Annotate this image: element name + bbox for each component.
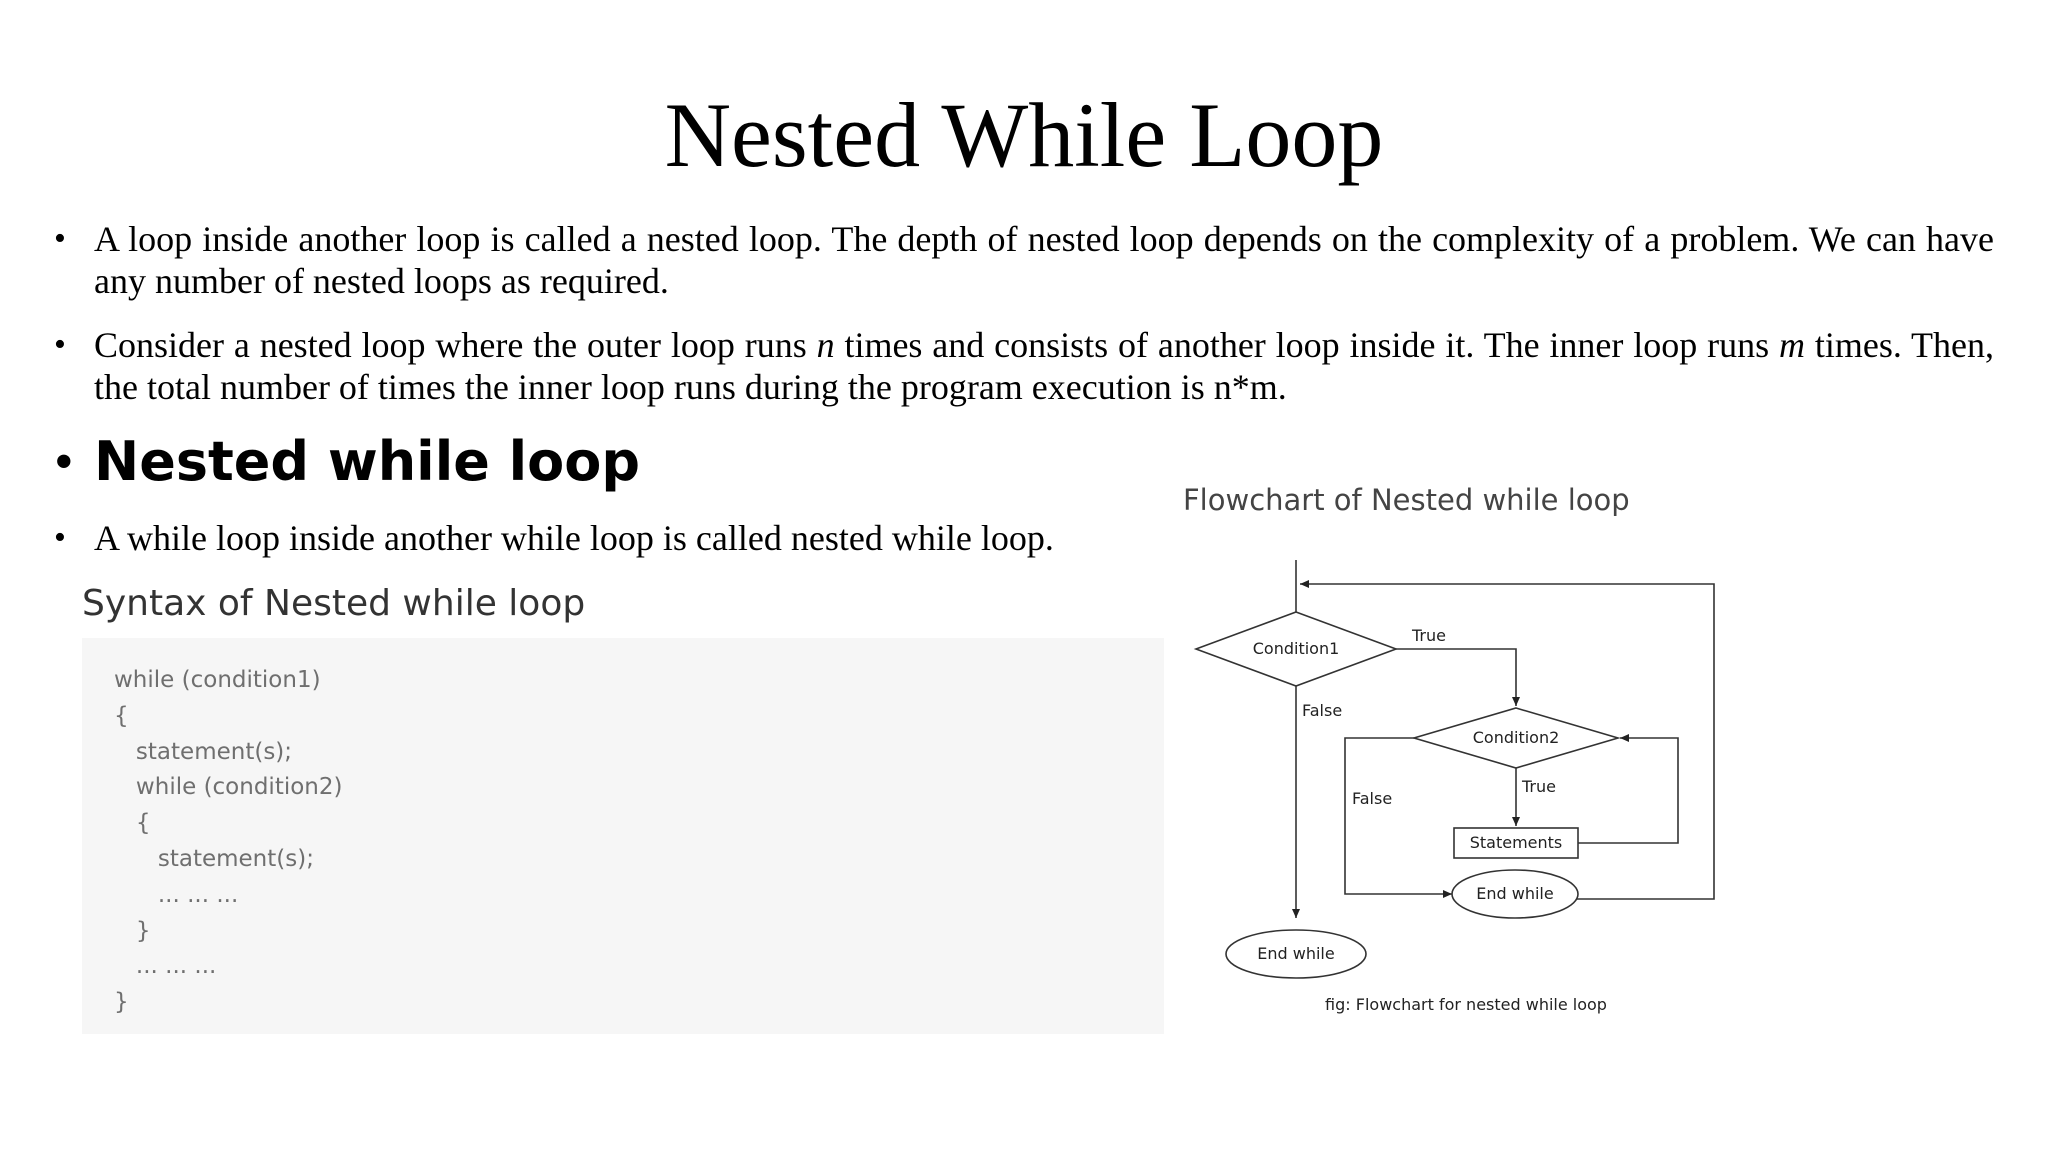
bullet-nested-while-definition: [54, 517, 1174, 559]
true-label-2: True: [1522, 777, 1556, 796]
bullet-dot: •: [54, 220, 66, 257]
code-line: {: [114, 810, 151, 836]
end-while-inner-label: End while: [1476, 884, 1554, 903]
bullet-dot: •: [54, 519, 66, 556]
bullet-nested-loop-definition: [54, 218, 1994, 302]
bullet-section-heading: [54, 430, 1994, 494]
bullet-text: A while loop inside another while loop is called nested while loop.: [94, 518, 1054, 558]
statements-label: Statements: [1469, 833, 1563, 852]
end-while-outer-label: End while: [1257, 944, 1335, 963]
text-segment: times and consists of another loop inside it. The inner loop runs: [834, 325, 1779, 365]
code-line: ... ... ...: [114, 882, 239, 908]
bullet-nested-loop-count: [54, 324, 1994, 408]
code-block: [82, 638, 1164, 1034]
syntax-heading: Syntax of Nested while loop: [82, 583, 586, 624]
condition1-label: Condition1: [1252, 639, 1340, 658]
code-line: statement(s);: [114, 846, 314, 872]
text-segment: times. Then, the total number of times the inner loop runs during the program execution is n*m.: [94, 325, 1994, 407]
bullet-dot: •: [54, 431, 74, 493]
bullet-dot: •: [54, 326, 66, 363]
false-arrow-2: [1345, 738, 1452, 894]
flowchart-caption: fig: Flowchart for nested while loop: [1325, 995, 1607, 1014]
code-line: {: [114, 703, 129, 729]
condition2-label: Condition2: [1472, 728, 1560, 747]
true-label-1: True: [1412, 626, 1446, 645]
section-heading: Nested while loop: [94, 430, 640, 493]
text-segment: Consider a nested loop where the outer loop runs: [94, 325, 817, 365]
flowchart-heading: Flowchart of Nested while loop: [1183, 483, 1630, 517]
code-line: statement(s);: [114, 739, 293, 765]
code-line: while (condition2): [114, 774, 343, 800]
false-label-1: False: [1302, 701, 1343, 720]
false-label-2: False: [1352, 789, 1393, 808]
bullet-text: [94, 324, 1994, 408]
code-line: while (condition1): [114, 667, 321, 693]
bullet-text: A loop inside another loop is called a nested loop. The depth of nested loop depends on the complexity of a problem. We can have any number of nested loops as required.: [94, 219, 1994, 301]
flowchart-diagram: [1190, 540, 1740, 1030]
slide-title: Nested While Loop: [664, 84, 1384, 186]
code-line: ... ... ...: [114, 953, 217, 979]
variable-m: m: [1778, 325, 1805, 365]
code-line: }: [114, 989, 129, 1015]
variable-n: n: [816, 325, 835, 365]
code-line: }: [114, 918, 151, 944]
inner-loop-return-arrow: [1578, 738, 1678, 843]
true-arrow-1: [1396, 649, 1516, 706]
